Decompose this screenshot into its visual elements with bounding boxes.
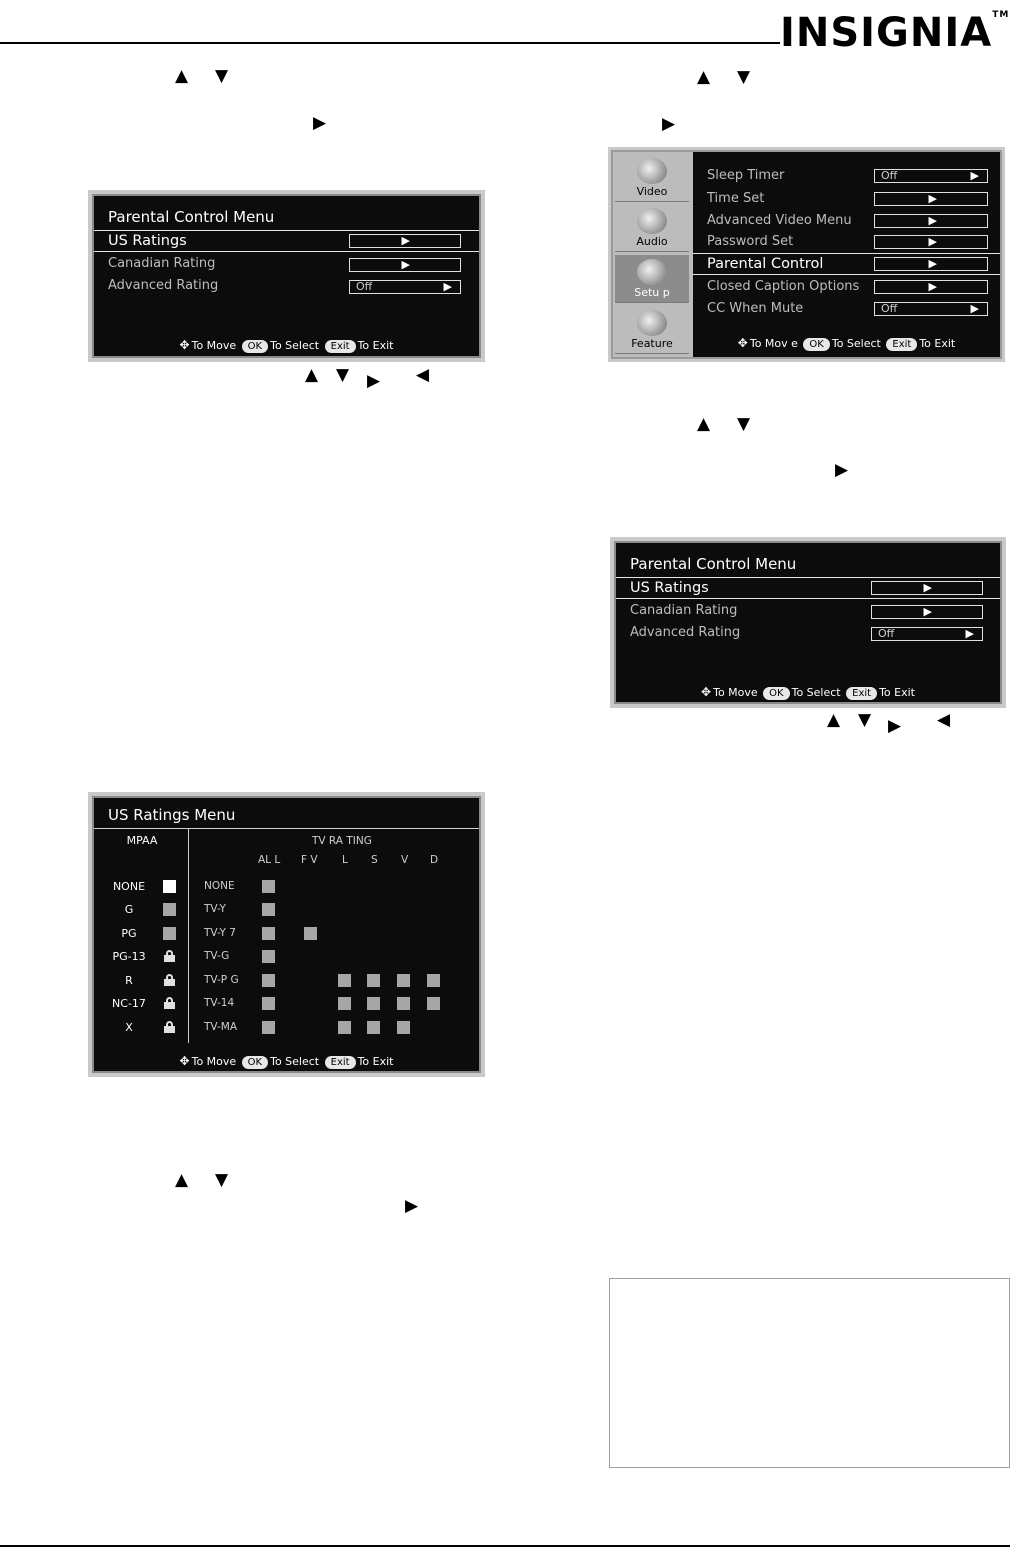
row-label: Advanced Rating <box>630 625 741 640</box>
tv-rating-header: TV RA TING <box>312 835 372 847</box>
mpaa-checkbox-g[interactable] <box>163 903 176 916</box>
lock-icon[interactable] <box>164 950 175 962</box>
up-arrow-icon: ▲ <box>305 365 319 385</box>
rating-cell[interactable] <box>262 950 275 963</box>
parental-control-menu-screen-2 <box>610 537 1006 708</box>
footer-move: To Move <box>191 339 237 352</box>
row-value: Off <box>878 627 895 640</box>
menu-title: US Ratings Menu <box>108 806 236 824</box>
menu-footer <box>693 336 1000 351</box>
row-value-box <box>874 257 988 271</box>
right-arrow-icon: ▶ <box>965 627 974 640</box>
row-value: Off <box>881 169 898 182</box>
up-arrow-icon: ▲ <box>175 1170 189 1190</box>
mpaa-checkbox-none[interactable] <box>163 880 176 893</box>
row-value-box <box>874 169 988 183</box>
menu-row-us-ratings[interactable] <box>94 230 479 252</box>
video-icon <box>637 158 667 184</box>
lock-icon[interactable] <box>164 974 175 986</box>
footer-move: To Mov e <box>749 337 798 350</box>
right-arrow-icon: ▶ <box>401 234 410 247</box>
right-arrow-icon: ▶ <box>928 214 937 227</box>
right-arrow-icon: ▶ <box>662 114 676 134</box>
footer-select: To Select <box>270 339 320 352</box>
mpaa-label-none: NONE <box>112 880 146 893</box>
exit-button-icon: Exit <box>325 340 356 353</box>
row-value-box <box>874 280 988 294</box>
rating-cell[interactable] <box>304 927 317 940</box>
col-header-v: V <box>401 854 409 866</box>
footer-move: To Move <box>713 686 758 699</box>
menu-row-advanced-rating[interactable] <box>94 276 479 298</box>
ok-button-icon: OK <box>763 687 789 700</box>
dpad-icon: ✥ <box>737 336 748 350</box>
tab-label: Audio <box>636 235 668 248</box>
rating-cell[interactable] <box>338 974 351 987</box>
row-value-box <box>874 235 988 249</box>
menu-row-us-ratings[interactable] <box>616 577 1000 599</box>
rating-cell[interactable] <box>427 997 440 1010</box>
menu-row-time-set[interactable] <box>693 189 1000 211</box>
right-arrow-icon: ▶ <box>888 716 902 736</box>
row-value-box <box>874 192 988 206</box>
menu-side-tabs <box>613 152 693 357</box>
tab-feature[interactable] <box>615 306 689 354</box>
down-arrow-icon: ▼ <box>215 1170 229 1190</box>
up-arrow-icon: ▲ <box>827 710 841 730</box>
row-value-box <box>871 627 983 641</box>
col-header-l: L <box>342 854 348 866</box>
col-header-all: AL L <box>258 854 281 866</box>
footer-select: To Select <box>791 686 841 699</box>
row-value-box <box>871 581 983 595</box>
right-arrow-icon: ▶ <box>928 280 937 293</box>
row-value-box <box>874 302 988 316</box>
mpaa-label-r: R <box>125 974 133 987</box>
setup-menu-screen <box>608 147 1005 362</box>
row-label: Sleep Timer <box>707 168 785 183</box>
tab-video[interactable] <box>615 154 689 202</box>
dpad-icon: ✥ <box>179 1054 190 1068</box>
row-label: Time Set <box>707 191 765 206</box>
menu-row-canadian-rating[interactable] <box>616 601 1000 623</box>
right-arrow-icon: ▶ <box>928 235 937 248</box>
menu-footer <box>616 685 1000 700</box>
right-arrow-icon: ▶ <box>443 280 452 293</box>
footer-rule <box>0 1545 1010 1547</box>
mpaa-checkbox-pg[interactable] <box>163 927 176 940</box>
lock-icon[interactable] <box>164 997 175 1009</box>
down-arrow-icon: ▼ <box>858 710 872 730</box>
ok-button-icon: OK <box>242 1056 268 1069</box>
dpad-icon: ✥ <box>701 685 712 699</box>
menu-row-parental-control[interactable] <box>693 253 1000 275</box>
tv-label-tvpg: TV-P G <box>204 974 239 986</box>
tab-label: Video <box>636 185 668 198</box>
mpaa-header: MPAA <box>126 834 158 847</box>
footer-exit: To Exit <box>357 1055 394 1068</box>
up-arrow-icon: ▲ <box>697 414 711 434</box>
column-divider <box>188 828 189 1043</box>
row-value-box <box>874 214 988 228</box>
note-box <box>609 1278 1010 1468</box>
title-divider <box>94 828 479 829</box>
menu-footer <box>94 338 479 353</box>
tab-label: Setu p <box>634 286 670 299</box>
menu-footer <box>94 1054 479 1069</box>
col-header-s: S <box>371 854 378 866</box>
row-value-box <box>349 234 461 248</box>
row-label: Canadian Rating <box>630 603 738 618</box>
menu-row-closed-caption[interactable] <box>693 277 1000 299</box>
up-arrow-icon: ▲ <box>697 67 711 87</box>
tv-label-tvma: TV-MA <box>204 1021 238 1033</box>
menu-row-sleep-timer[interactable] <box>693 166 1000 188</box>
footer-move: To Move <box>191 1055 237 1068</box>
mpaa-label-x: X <box>125 1021 133 1034</box>
row-label: CC When Mute <box>707 301 804 316</box>
right-arrow-icon: ▶ <box>970 302 979 315</box>
rating-cell[interactable] <box>367 997 380 1010</box>
right-arrow-icon: ▶ <box>928 257 937 270</box>
menu-row-advanced-video[interactable] <box>693 211 1000 233</box>
exit-button-icon: Exit <box>325 1056 356 1069</box>
row-label: Canadian Rating <box>108 256 216 271</box>
tv-label-none: NONE <box>204 880 235 892</box>
row-value: Off <box>881 302 898 315</box>
rating-cell[interactable] <box>262 997 275 1010</box>
setup-icon <box>637 259 667 285</box>
menu-title: Parental Control Menu <box>630 555 797 573</box>
right-arrow-icon: ▶ <box>835 460 849 480</box>
rating-cell[interactable] <box>262 903 275 916</box>
row-value-box <box>871 605 983 619</box>
tab-audio[interactable] <box>615 204 689 252</box>
mpaa-label-pg13: PG-13 <box>112 950 146 963</box>
col-header-fv: F V <box>301 854 318 866</box>
rating-cell[interactable] <box>367 974 380 987</box>
footer-exit: To Exit <box>357 339 394 352</box>
row-label: Advanced Rating <box>108 278 219 293</box>
left-arrow-icon: ◀ <box>416 365 430 385</box>
row-label: US Ratings <box>630 580 709 596</box>
tv-label-tv14: TV-14 <box>204 997 235 1009</box>
tv-label-tvy: TV-Y <box>204 903 226 915</box>
trademark: TM <box>992 10 1010 20</box>
rating-cell[interactable] <box>427 974 440 987</box>
right-arrow-icon: ▶ <box>401 258 410 271</box>
rating-cell[interactable] <box>367 1021 380 1034</box>
footer-select: To Select <box>831 337 881 350</box>
right-arrow-icon: ▶ <box>928 192 937 205</box>
up-arrow-icon: ▲ <box>175 66 189 86</box>
menu-row-canadian-rating[interactable] <box>94 254 479 276</box>
row-value: Off <box>356 280 373 293</box>
lock-icon[interactable] <box>164 1021 175 1033</box>
tv-label-tvy7: TV-Y 7 <box>204 927 236 939</box>
dpad-icon: ✥ <box>179 338 190 352</box>
right-arrow-icon: ▶ <box>367 371 381 391</box>
right-arrow-icon: ▶ <box>405 1196 419 1216</box>
menu-title: Parental Control Menu <box>108 208 275 226</box>
ok-button-icon: OK <box>803 338 829 351</box>
us-ratings-menu-screen <box>88 792 485 1077</box>
menu-row-advanced-rating[interactable] <box>616 623 1000 645</box>
row-value-box <box>349 280 461 294</box>
rating-cell[interactable] <box>397 1021 410 1034</box>
exit-button-icon: Exit <box>846 687 877 700</box>
menu-row-cc-when-mute[interactable] <box>693 299 1000 321</box>
tab-label: Feature <box>631 337 673 350</box>
row-label: Password Set <box>707 234 794 249</box>
row-value-box <box>349 258 461 272</box>
feature-icon <box>637 310 667 336</box>
footer-exit: To Exit <box>919 337 956 350</box>
row-label: Closed Caption Options <box>707 279 860 294</box>
right-arrow-icon: ▶ <box>313 113 327 133</box>
rating-cell[interactable] <box>338 1021 351 1034</box>
menu-row-password-set[interactable] <box>693 232 1000 254</box>
parental-control-menu-screen <box>88 190 485 362</box>
speaker-icon <box>637 208 667 234</box>
col-header-d: D <box>430 854 439 866</box>
exit-button-icon: Exit <box>886 338 917 351</box>
down-arrow-icon: ▼ <box>737 414 751 434</box>
mpaa-label-g: G <box>124 903 134 916</box>
rating-cell[interactable] <box>262 1021 275 1034</box>
right-arrow-icon: ▶ <box>923 581 932 594</box>
brand-name: INSIGNIA <box>780 10 993 56</box>
right-arrow-icon: ▶ <box>923 605 932 618</box>
mpaa-label-pg: PG <box>121 927 137 940</box>
rating-cell[interactable] <box>262 974 275 987</box>
rating-cell[interactable] <box>397 974 410 987</box>
tv-label-tvg: TV-G <box>204 950 230 962</box>
rating-cell[interactable] <box>338 997 351 1010</box>
rating-cell[interactable] <box>262 880 275 893</box>
tab-setup[interactable] <box>615 255 689 303</box>
rating-cell[interactable] <box>397 997 410 1010</box>
brand-logo <box>780 10 1009 56</box>
row-label: US Ratings <box>108 233 187 249</box>
down-arrow-icon: ▼ <box>336 365 350 385</box>
row-label: Parental Control <box>707 256 824 272</box>
down-arrow-icon: ▼ <box>737 67 751 87</box>
header-rule <box>0 42 780 44</box>
right-arrow-icon: ▶ <box>970 169 979 182</box>
footer-exit: To Exit <box>879 686 915 699</box>
left-arrow-icon: ◀ <box>937 710 951 730</box>
rating-cell[interactable] <box>262 927 275 940</box>
mpaa-label-nc17: NC-17 <box>112 997 146 1010</box>
footer-select: To Select <box>270 1055 320 1068</box>
ok-button-icon: OK <box>242 340 268 353</box>
down-arrow-icon: ▼ <box>215 66 229 86</box>
row-label: Advanced Video Menu <box>707 213 852 228</box>
